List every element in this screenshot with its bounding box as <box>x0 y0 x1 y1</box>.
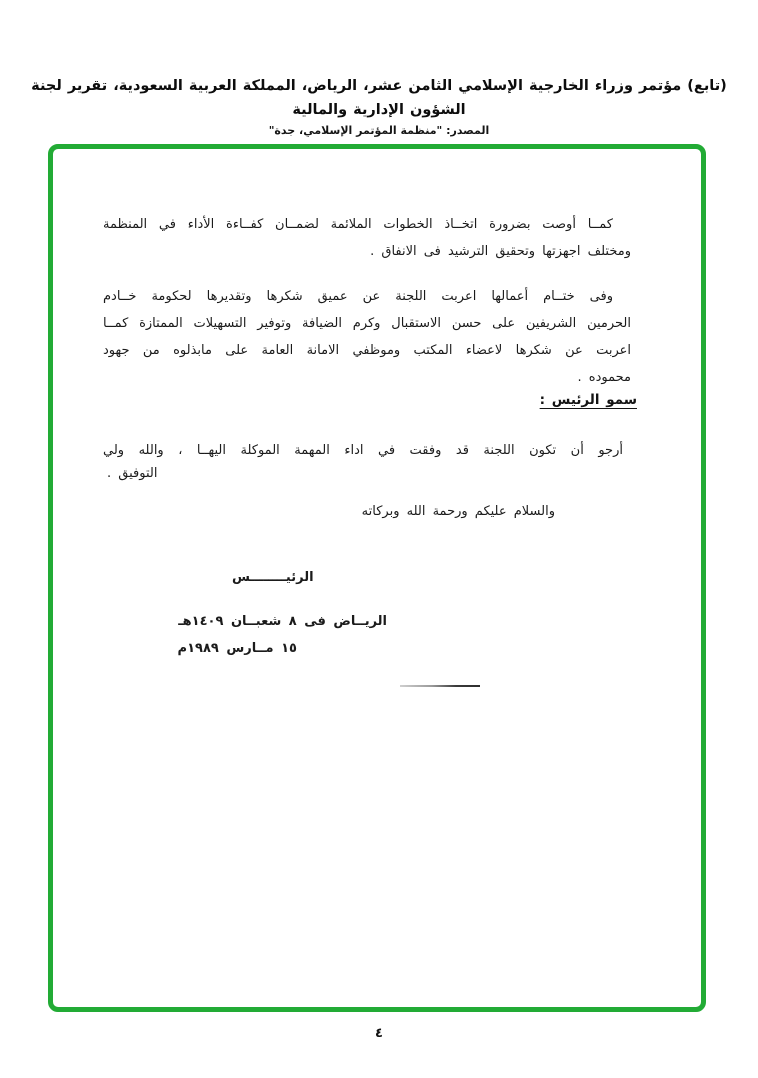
date-hijri: الريــاض فى ٨ شعبــان ١٤٠٩هـ <box>178 614 387 629</box>
paragraph3-line2: التوفيق . <box>107 466 158 481</box>
paragraph2-line1: وفى ختــام أعمالها اعربت اللجنة عن عميق شكرها وتقديرها لحكومة خــادم <box>103 289 613 304</box>
header-source: المصدر: "منظمة المؤتمر الإسلامي، جدة" <box>268 124 490 137</box>
header-title: (تابع) مؤتمر وزراء الخارجية الإسلامي الثامن عشر، الرياض، المملكة العربية السعودية، تقرير لجنة الشؤون الإدارية والمالية <box>31 78 727 118</box>
page-number: ٤ <box>375 1026 383 1041</box>
paragraph2-line4: محموده . <box>577 370 631 385</box>
closing-salutation: والسلام عليكم ورحمة الله وبركاته <box>361 504 555 519</box>
header-caption <box>26 74 732 137</box>
section-heading-chairman: سمو الرئيس : <box>539 392 637 408</box>
paragraph1-line2: ومختلف اجهزتها وتحقيق الترشيد فى الانفاق . <box>370 244 631 259</box>
paragraph2-line3: اعربت عن شكرها لاعضاء المكتب وموظفي الامانة العامة على مابذلوه من جهود <box>103 343 631 358</box>
paragraph2-line2: الحرمين الشريفين على حسن الاستقبال وكرم الضيافة وتوفير التسهيلات الممتازة كمــا <box>103 316 631 331</box>
date-gregorian: ١٥ مــارس ١٩٨٩م <box>177 641 297 656</box>
paragraph3-line1: أرجو أن تكون اللجنة قد وفقت في اداء المهمة الموكلة اليهــا ، والله ولي <box>103 443 623 458</box>
scanned-document-frame <box>48 144 706 1012</box>
signature-title: الرئيــــــــس <box>232 570 314 585</box>
scan-artifact-line <box>400 685 480 687</box>
paragraph1-line1: كمــا أوصت بضرورة اتخــاذ الخطوات الملائمة لضمــان كفــاءة الأداء في المنظمة <box>103 217 613 232</box>
